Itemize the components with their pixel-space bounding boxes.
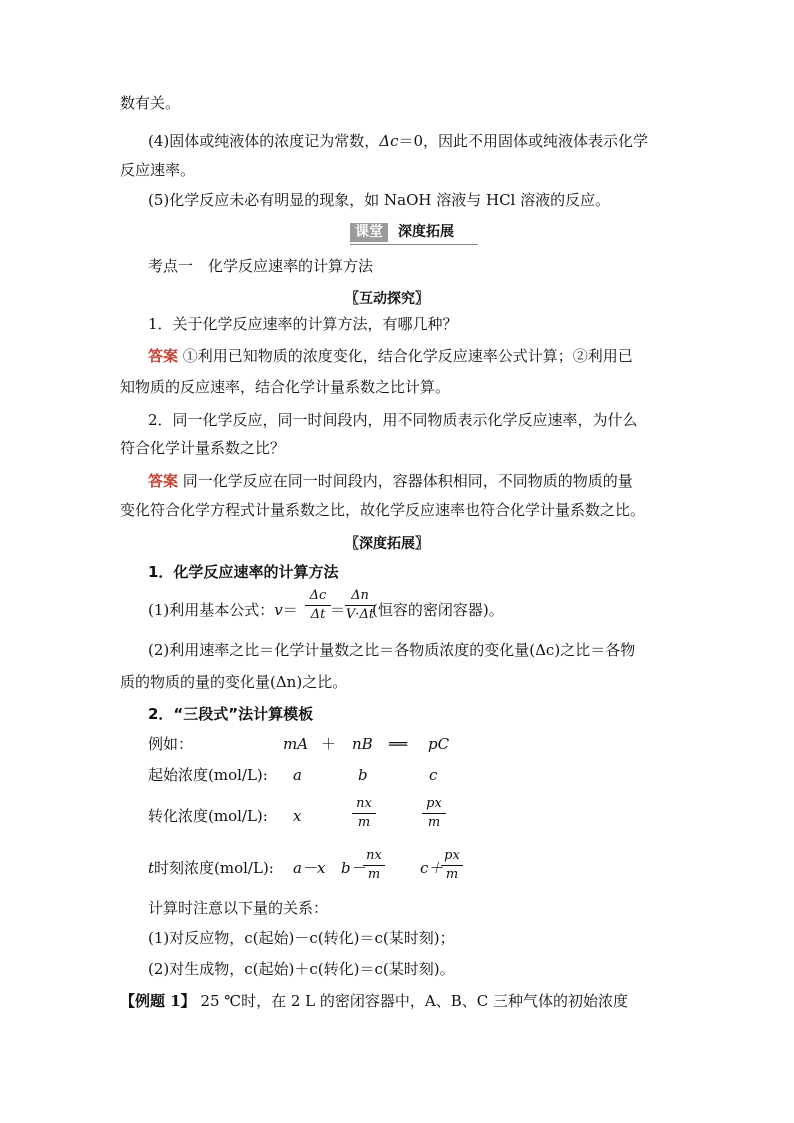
question-2-line: 符合化学计量系数之比？ bbox=[120, 439, 286, 457]
answer-2-line: 变化符合化学方程式计量系数之比，故化学反应速率也符合化学计量系数之比。 bbox=[120, 501, 646, 519]
template-row-label: 转化浓度(mol/L): bbox=[148, 807, 268, 825]
template-cell: x bbox=[293, 807, 302, 825]
answer-1-line: 答案 ①利用已知物质的浓度变化，结合化学反应速率公式计算；②利用已 bbox=[148, 347, 633, 365]
equation-plus: ＋ bbox=[321, 735, 337, 753]
velocity-symbol: v bbox=[274, 601, 283, 619]
template-example-label: 例如： bbox=[148, 735, 194, 753]
equation-term-pc: pC bbox=[428, 735, 450, 753]
relation-line: (2)对生成物，c(起始)＋c(转化)＝c(某时刻)。 bbox=[148, 960, 455, 978]
formula-line: (1)利用基本公式：v＝ bbox=[148, 601, 298, 619]
question-1: 1．关于化学反应速率的计算方法，有哪几种？ bbox=[148, 315, 458, 333]
paragraph-line: 质的物质的量的变化量(Δn)之比。 bbox=[120, 673, 348, 691]
topic-heading: 考点一 化学反应速率的计算方法 bbox=[148, 257, 374, 275]
example-line: 【例题 1】 25 ℃时，在 2 L 的密闭容器中，A、B、C 三种气体的初始浓度 bbox=[120, 992, 628, 1010]
example-label: 【例题 1】 bbox=[120, 992, 196, 1010]
template-fraction: px m bbox=[422, 796, 446, 831]
answer-label: 答案 bbox=[148, 347, 179, 365]
banner-tag: 课堂 bbox=[350, 223, 388, 242]
equals-sign: ＝ bbox=[330, 601, 346, 619]
section-banner bbox=[350, 222, 478, 245]
fraction-dn-vdt: Δn V·Δt bbox=[345, 588, 375, 622]
template-row-label: t时刻浓度(mol/L): bbox=[148, 859, 274, 877]
template-cell: a bbox=[293, 766, 302, 784]
paragraph-line: (4)固体或纯液体的浓度记为常数，Δc＝0，因此不用固体或纯液体表示化学 bbox=[148, 132, 649, 150]
template-cell: b－ bbox=[341, 859, 366, 877]
delta-c-symbol: Δc bbox=[379, 132, 399, 150]
template-fraction: px m bbox=[441, 848, 463, 883]
formula-suffix: (恒容的密闭容器)。 bbox=[372, 601, 504, 619]
answer-label: 答案 bbox=[148, 472, 179, 490]
template-row-label: 起始浓度(mol/L): bbox=[148, 766, 268, 784]
template-cell: c bbox=[429, 766, 438, 784]
paragraph-line: (2)利用速率之比＝化学计量数之比＝各物质浓度的变化量(Δc)之比＝各物 bbox=[148, 641, 636, 659]
answer-1-line: 知物质的反应速率，结合化学计量系数之比计算。 bbox=[120, 378, 451, 396]
template-fraction: nx m bbox=[352, 796, 376, 831]
section-label: 〖深度拓展〗 bbox=[345, 536, 429, 552]
banner-title: 深度拓展 bbox=[398, 224, 454, 240]
section-label: 〖互动探究〗 bbox=[345, 291, 429, 307]
question-2-line: 2．同一化学反应，同一时间段内，用不同物质表示化学反应速率，为什么 bbox=[148, 411, 638, 429]
equation-arrow: ══ bbox=[389, 735, 408, 753]
subheading: 1．化学反应速率的计算方法 bbox=[148, 563, 339, 581]
answer-2-line: 答案 同一化学反应在同一时间段内，容器体积相同，不同物质的物质的量 bbox=[148, 472, 633, 490]
template-cell: a－x bbox=[293, 859, 326, 877]
equation-term-nb: nB bbox=[352, 735, 373, 753]
note-line: 计算时注意以下量的关系： bbox=[148, 899, 329, 917]
equation-term-ma: mA bbox=[283, 735, 309, 753]
fraction-dc-dt: Δc Δt bbox=[305, 588, 331, 623]
subheading: 2．“三段式”法计算模板 bbox=[148, 705, 314, 723]
paragraph-line: (5)化学反应未必有明显的现象，如 NaOH 溶液与 HCl 溶液的反应。 bbox=[148, 191, 611, 209]
template-fraction: nx m bbox=[363, 848, 385, 883]
paragraph-line: 数有关。 bbox=[120, 94, 181, 112]
template-cell: c＋ bbox=[420, 859, 444, 877]
template-cell: b bbox=[358, 766, 368, 784]
relation-line: (1)对反应物，c(起始)－c(转化)＝c(某时刻)； bbox=[148, 929, 455, 947]
paragraph-line: 反应速率。 bbox=[120, 161, 196, 179]
